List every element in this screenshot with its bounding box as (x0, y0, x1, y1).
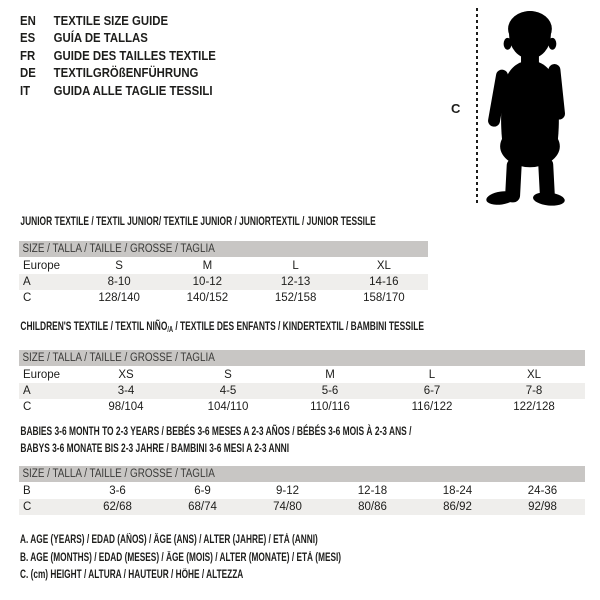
table-cell: 128/140 (98, 292, 140, 304)
footnote-a: A. AGE (YEARS) / EDAD (AÑOS) / ÂGE (ANS) / ALTER (JAHRE) / ETÀ (ANNI) (20, 534, 318, 546)
table-cell: 110/116 (310, 401, 350, 413)
footnote-b: B. AGE (MONTHS) / EDAD (MESES) / ÂGE (MOIS) / ALTER (MONATE) / ETÀ (MESI) (20, 551, 342, 564)
table-cell: 86/92 (443, 501, 472, 513)
table-cell: 3-4 (117, 385, 135, 397)
table-row (19, 257, 428, 274)
table-cell: 74/80 (273, 501, 302, 513)
row-label: Europe (23, 368, 61, 381)
junior-textile-section (19, 215, 428, 306)
language-title: GUIDE DES TAILLES TEXTILE (53, 48, 216, 63)
table-row (19, 499, 585, 515)
language-title: TEXTILGRÖßENFÜHRUNG (53, 66, 199, 81)
language-row-fr (20, 48, 216, 65)
size-header-label: SIZE / TALLA / TAILLE / GRÖSSE / TAGLIA (22, 243, 215, 255)
row-label: C (23, 292, 32, 304)
table-cell: M (202, 259, 213, 272)
table-cell: S (224, 368, 232, 381)
size-header-bar (19, 350, 585, 366)
table-cell: 3-6 (109, 484, 126, 497)
language-code: IT (20, 83, 31, 98)
table-cell: 6-9 (194, 484, 211, 497)
table-cell: 104/110 (207, 401, 249, 413)
table-cell: 122/128 (513, 401, 555, 413)
size-header-label: SIZE / TALLA / TAILLE / GRÖSSE / TAGLIA (22, 468, 215, 480)
row-label: C (23, 501, 32, 513)
row-label: A (23, 276, 31, 288)
row-label: Europe (23, 259, 61, 272)
size-header-bar (19, 466, 585, 482)
footnotes (20, 532, 466, 585)
language-row-it (20, 83, 216, 100)
table-cell: 158/170 (363, 292, 405, 304)
table-cell: 4-5 (219, 385, 237, 397)
row-label: A (23, 385, 31, 397)
table-cell: XL (376, 259, 391, 272)
language-code: FR (20, 48, 36, 63)
language-row-en (20, 13, 216, 30)
language-row-es (20, 30, 216, 47)
language-title-list (20, 13, 235, 100)
table-cell: 80/86 (358, 501, 387, 513)
baby-silhouette-icon (478, 7, 573, 206)
language-code: EN (20, 14, 36, 28)
table-cell: 14-16 (369, 276, 399, 288)
babies-textile-section (19, 423, 585, 515)
table-cell: 98/104 (108, 401, 144, 413)
footnote-c: C. (cm) HEIGHT / ALTURA / HAUTEUR / HÖHE / ALTEZZA (20, 569, 244, 582)
table-row (19, 399, 585, 415)
table-row (19, 366, 585, 383)
title-part: / TEXTILE DES ENFANTS / KINDERTEXTIL / BAMBINI TESSILE (172, 319, 424, 333)
language-row-de (20, 65, 216, 82)
children-textile-section (19, 320, 585, 415)
table-cell: M (325, 368, 335, 381)
table-cell: L (292, 259, 299, 272)
table-cell: 18-24 (442, 484, 473, 497)
table-cell: 92/98 (528, 501, 557, 513)
table-cell: 9-12 (275, 484, 300, 497)
table-cell: 7-8 (525, 385, 543, 397)
language-code: DE (20, 66, 36, 81)
size-header-label: SIZE / TALLA / TAILLE / GRÖSSE / TAGLIA (22, 352, 215, 364)
height-measure-label: C (451, 101, 461, 116)
table-cell: 8-10 (107, 276, 131, 288)
table-cell: XS (118, 368, 134, 381)
language-title: GUÍA DE TALLAS (53, 31, 148, 46)
table-cell: 5-6 (321, 385, 339, 397)
table-cell: S (115, 259, 123, 272)
table-cell: 116/122 (411, 401, 453, 413)
table-cell: 140/152 (186, 292, 229, 304)
table-row (19, 482, 585, 499)
row-label: C (23, 401, 32, 413)
table-cell: 10-12 (192, 276, 223, 288)
babies-table-title-line1: BABIES 3-6 MONTH TO 2-3 YEARS / BEBÉS 3-6 MESES A 2-3 AÑOS / BÉBÉS 3-6 MOIS À 2-3 ANS / (20, 424, 412, 438)
table-cell: 12-18 (357, 484, 388, 497)
table-row (19, 274, 428, 290)
table-row (19, 383, 585, 399)
table-cell: XL (526, 368, 542, 381)
language-title: GUIDA ALLE TAGLIE TESSILI (53, 83, 213, 98)
title-subscript: /A (167, 325, 173, 334)
table-cell: L (428, 368, 436, 381)
table-cell: 24-36 (527, 484, 558, 497)
table-row (19, 290, 428, 306)
children-table-title (19, 319, 424, 336)
table-cell: 12-13 (280, 276, 311, 288)
table-cell: 62/68 (103, 501, 132, 513)
table-cell: 152/158 (274, 292, 317, 304)
row-label: B (23, 484, 31, 497)
junior-table-title: JUNIOR TEXTILE / TEXTIL JUNIOR/ TEXTILE JUNIOR / JUNIORTEXTIL / JUNIOR TESSILE (20, 214, 376, 228)
language-code: ES (20, 31, 36, 46)
table-cell: 6-7 (423, 385, 441, 397)
size-header-bar (19, 241, 428, 257)
title-part: CHILDREN'S TEXTILE / TEXTIL NIÑO (20, 319, 168, 333)
language-title: TEXTILE SIZE GUIDE (53, 14, 169, 28)
babies-table-title-line2: BABYS 3-6 MONATE BIS 2-3 JAHRE / BAMBINI 3-6 MESI A 2-3 ANNI (20, 440, 290, 455)
table-cell: 68/74 (188, 501, 217, 513)
